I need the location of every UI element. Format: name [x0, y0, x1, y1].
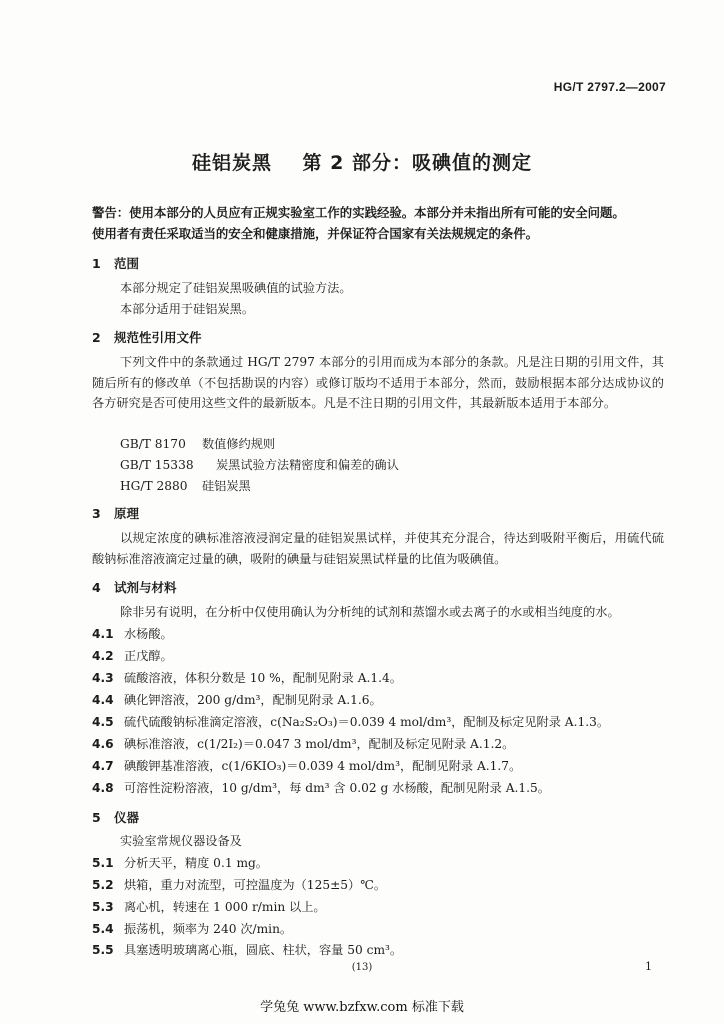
item-number: 5.1: [92, 856, 114, 870]
item-text: 可溶性淀粉溶液，10 g/dm³，每 dm³ 含 0.02 g 水杨酸，配制见附录 A.1.5。: [124, 781, 550, 795]
item-number: 4.1: [92, 627, 114, 641]
item-number: 4.2: [92, 649, 114, 663]
section-title: 仪器: [114, 810, 140, 825]
instrument-item: [92, 876, 386, 893]
section-4-intro: 除非另有说明，在分析中仅使用确认为分析纯的试剂和蒸馏水或去离子的水或相当纯度的水。: [120, 605, 620, 619]
watermark-footer: 学兔兔 www.bzfxw.com 标准下载: [260, 1000, 464, 1015]
document-title: 硅铝炭黑 第 2 部分：吸碘值的测定: [192, 152, 532, 174]
section-number: 4: [92, 580, 101, 595]
item-number: 4.7: [92, 759, 114, 773]
item-number: 4.3: [92, 671, 114, 685]
section-number: 3: [92, 506, 101, 521]
warning-line-1: 警告：使用本部分的人员应有正规实验室工作的实践经验。本部分并未指出所有可能的安全问题。: [92, 205, 625, 220]
section-3-heading: [92, 504, 139, 522]
reference-name: 硅铝炭黑: [202, 479, 251, 493]
item-text: 振荡机，频率为 240 次/min。: [124, 922, 293, 936]
section-title: 原理: [114, 506, 140, 521]
reagent-item: [92, 625, 173, 642]
item-text: 碘酸钾基准溶液，c(1/6KIO₃)＝0.039 4 mol/dm³，配制见附录 A.1.7。: [124, 759, 522, 773]
item-number: 4.5: [92, 715, 114, 729]
item-text: 具塞透明玻璃离心瓶，圆底、柱状，容量 50 cm³。: [124, 943, 403, 957]
item-text: 分析天平，精度 0.1 mg。: [124, 856, 268, 870]
reagent-item: [92, 669, 402, 686]
instrument-item: [92, 854, 268, 871]
item-number: 5.5: [92, 943, 114, 957]
reference-item: [120, 477, 251, 494]
reagent-item: [92, 713, 609, 730]
item-text: 正戊醇。: [124, 649, 173, 663]
instrument-item: [92, 920, 292, 937]
item-text: 烘箱，重力对流型，可控温度为（125±5）℃。: [124, 878, 387, 892]
item-text: 碘化钾溶液，200 g/dm³，配制见附录 A.1.6。: [124, 693, 382, 707]
item-number: 5.2: [92, 878, 114, 892]
section-4-heading: [92, 578, 177, 596]
reagent-item: [92, 647, 173, 664]
reference-name: 炭黑试验方法精密度和偏差的确认: [216, 458, 399, 472]
item-number: 4.4: [92, 693, 114, 707]
page-number-right: 1: [645, 960, 652, 973]
item-number: 5.3: [92, 900, 114, 914]
instrument-item: [92, 898, 326, 915]
reagent-item: [92, 735, 514, 752]
item-text: 离心机，转速在 1 000 r/min 以上。: [124, 900, 326, 914]
section-number: 1: [92, 256, 101, 271]
instrument-item: [92, 941, 402, 958]
item-number: 5.4: [92, 922, 114, 936]
section-1-paragraph-1: 本部分规定了硅铝炭黑吸碘值的试验方法。: [120, 281, 352, 295]
section-number: 2: [92, 330, 101, 345]
item-text: 水杨酸。: [124, 627, 173, 641]
reference-item: [120, 456, 399, 473]
section-number: 5: [92, 810, 101, 825]
section-5-intro: 实验室常规仪器设备及: [120, 834, 242, 848]
section-1-paragraph-2: 本部分适用于硅铝炭黑。: [120, 302, 255, 316]
item-text: 硫酸溶液，体积分数是 10 %，配制见附录 A.1.4。: [124, 671, 402, 685]
section-2-heading: [92, 328, 202, 346]
section-title: 规范性引用文件: [114, 330, 202, 345]
section-5-heading: [92, 808, 139, 826]
standard-number: HG/T 2797.2—2007: [553, 80, 666, 94]
item-number: 4.8: [92, 781, 114, 795]
section-1-heading: [92, 254, 139, 272]
section-3-paragraph: 以规定浓度的碘标准溶液浸润定量的硅铝炭黑试样，并使其充分混合，待达到吸附平衡后，用硫代硫酸钠标准溶液滴定过量的碘，吸附的碘量与硅铝炭黑试样量的比值为吸碘值。: [92, 531, 664, 566]
page-number-center: (13): [351, 962, 373, 973]
section-title: 试剂与材料: [114, 580, 177, 595]
section-2-paragraph: 下列文件中的条款通过 HG/T 2797 本部分的引用而成为本部分的条款。凡是注日期的引用文件，其随后所有的修改单（不包括勘误的内容）或修订版均不适用于本部分，然而，鼓励根据本部分达成协议的各方研究是否可使用这些文件的最新版本。凡是不注日期的引用文件，其最新版本适用于本部分。: [92, 355, 664, 410]
section-title: 范围: [114, 256, 140, 271]
item-number: 4.6: [92, 737, 114, 751]
reference-code: GB/T 15338: [120, 458, 194, 472]
item-text: 硫代硫酸钠标准滴定溶液，c(Na₂S₂O₃)＝0.039 4 mol/dm³，配制及标定见附录 A.1.3。: [124, 715, 610, 729]
warning-line-2: 使用者有责任采取适当的安全和健康措施，并保证符合国家有关法规规定的条件。: [92, 226, 539, 241]
item-text: 碘标准溶液，c(1/2I₂)＝0.047 3 mol/dm³，配制及标定见附录 A.1.2。: [124, 737, 515, 751]
reference-item: [120, 435, 275, 452]
reference-code: GB/T 8170: [120, 437, 186, 451]
reagent-item: [92, 691, 382, 708]
reagent-item: [92, 757, 521, 774]
reference-name: 数值修约规则: [202, 437, 276, 451]
reagent-item: [92, 779, 550, 796]
reference-code: HG/T 2880: [120, 479, 188, 493]
